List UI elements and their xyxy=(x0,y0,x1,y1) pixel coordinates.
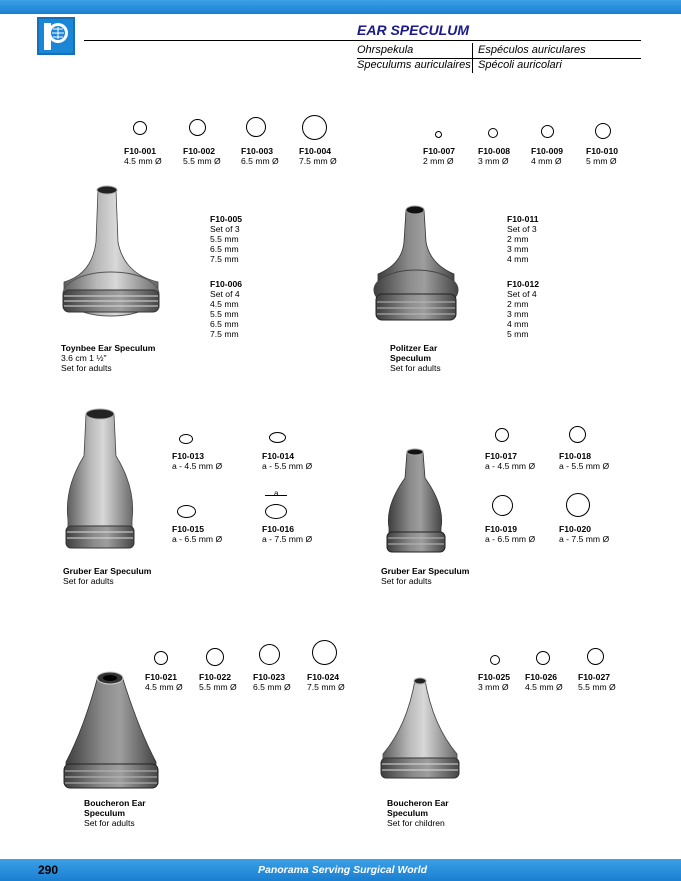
size-circle-icon xyxy=(488,128,498,138)
product-F10-002: F10-002 5.5 mm Ø xyxy=(183,146,221,166)
panorama-logo xyxy=(37,17,75,55)
product-F10-026: F10-026 4.5 mm Ø xyxy=(525,672,563,692)
product-F10-021: F10-021 4.5 mm Ø xyxy=(145,672,183,692)
product-F10-020: F10-020 a - 7.5 mm Ø xyxy=(559,524,610,544)
size-circle-icon xyxy=(133,121,147,135)
set-F10-012: F10-012 Set of 4 2 mm 3 mm 4 mm 5 mm xyxy=(507,279,540,339)
boucheron-adults-speculum-image xyxy=(60,668,162,798)
size-circle-icon xyxy=(302,115,327,140)
size-circle-icon xyxy=(595,123,611,139)
product-F10-009: F10-009 4 mm Ø xyxy=(531,146,564,166)
size-circle-icon xyxy=(490,655,500,665)
set-F10-005: F10-005 Set of 3 5.5 mm 6.5 mm 7.5 mm xyxy=(210,214,243,264)
size-circle-icon xyxy=(566,493,590,517)
size-circle-icon xyxy=(435,131,442,138)
page-number: 290 xyxy=(38,863,59,877)
oval-size-icon xyxy=(269,432,286,443)
set-F10-011: F10-011 Set of 3 2 mm 3 mm 4 mm xyxy=(507,214,539,264)
boucheron-adults-caption: Boucheron Ear Speculum Set for adults xyxy=(84,798,146,828)
dimension-label: a xyxy=(274,489,279,498)
size-circle-icon xyxy=(246,117,266,137)
size-circle-icon xyxy=(495,428,509,442)
product-F10-027: F10-027 5.5 mm Ø xyxy=(578,672,616,692)
size-circle-icon xyxy=(541,125,554,138)
oval-size-icon xyxy=(179,434,193,444)
size-circle-icon xyxy=(312,640,337,665)
size-circle-icon xyxy=(492,495,513,516)
subtitle-de: Ohrspekula xyxy=(357,44,414,56)
toynbee-speculum-image xyxy=(58,182,166,342)
oval-size-icon xyxy=(177,505,196,518)
set-F10-006: F10-006 Set of 4 4.5 mm 5.5 mm 6.5 mm 7.5 mm xyxy=(210,279,243,339)
boucheron-children-speculum-image xyxy=(377,676,463,796)
politzer-speculum-image xyxy=(368,202,464,332)
product-F10-022: F10-022 5.5 mm Ø xyxy=(199,672,237,692)
subtitle-it: Spécoli auricolari xyxy=(478,59,562,71)
product-F10-010: F10-010 5 mm Ø xyxy=(586,146,619,166)
top-bar xyxy=(0,0,681,14)
product-F10-024: F10-024 7.5 mm Ø xyxy=(307,672,345,692)
product-F10-019: F10-019 a - 6.5 mm Ø xyxy=(485,524,536,544)
product-F10-016: F10-016 a - 7.5 mm Ø xyxy=(262,524,313,544)
product-F10-008: F10-008 3 mm Ø xyxy=(478,146,511,166)
page-title: EAR SPECULUM xyxy=(357,22,470,38)
gruber-round-caption: Gruber Ear Speculum Set for adults xyxy=(381,566,470,586)
gruber-round-speculum-image xyxy=(383,448,449,558)
size-circle-icon xyxy=(206,648,224,666)
toynbee-caption: Toynbee Ear Speculum 3.6 cm 1 ½" Set for adults xyxy=(61,343,156,373)
politzer-caption: Politzer Ear Speculum Set for adults xyxy=(390,343,441,373)
product-F10-004: F10-004 7.5 mm Ø xyxy=(299,146,337,166)
product-F10-025: F10-025 3 mm Ø xyxy=(478,672,511,692)
size-circle-icon xyxy=(154,651,168,665)
product-F10-013: F10-013 a - 4.5 mm Ø xyxy=(172,451,223,471)
size-circle-icon xyxy=(189,119,206,136)
product-F10-003: F10-003 6.5 mm Ø xyxy=(241,146,279,166)
size-circle-icon xyxy=(587,648,604,665)
product-F10-017: F10-017 a - 4.5 mm Ø xyxy=(485,451,536,471)
size-circle-icon xyxy=(569,426,586,443)
product-F10-001: F10-001 4.5 mm Ø xyxy=(124,146,162,166)
footer-tagline: Panorama Serving Surgical World xyxy=(258,864,428,876)
product-F10-015: F10-015 a - 6.5 mm Ø xyxy=(172,524,223,544)
subtitle-es: Espéculos auriculares xyxy=(478,44,586,56)
size-circle-icon xyxy=(259,644,280,665)
gruber-oval-caption: Gruber Ear Speculum Set for adults xyxy=(63,566,152,586)
boucheron-children-caption: Boucheron Ear Speculum Set for children xyxy=(387,798,449,828)
header-rule xyxy=(84,40,641,41)
product-F10-007: F10-007 2 mm Ø xyxy=(423,146,456,166)
size-circle-icon xyxy=(536,651,550,665)
product-F10-018: F10-018 a - 5.5 mm Ø xyxy=(559,451,610,471)
product-F10-023: F10-023 6.5 mm Ø xyxy=(253,672,291,692)
product-F10-014: F10-014 a - 5.5 mm Ø xyxy=(262,451,313,471)
oval-size-icon xyxy=(265,504,287,519)
gruber-oval-speculum-image xyxy=(60,408,140,568)
subtitle-fr: Speculums auriculaires xyxy=(357,59,471,71)
